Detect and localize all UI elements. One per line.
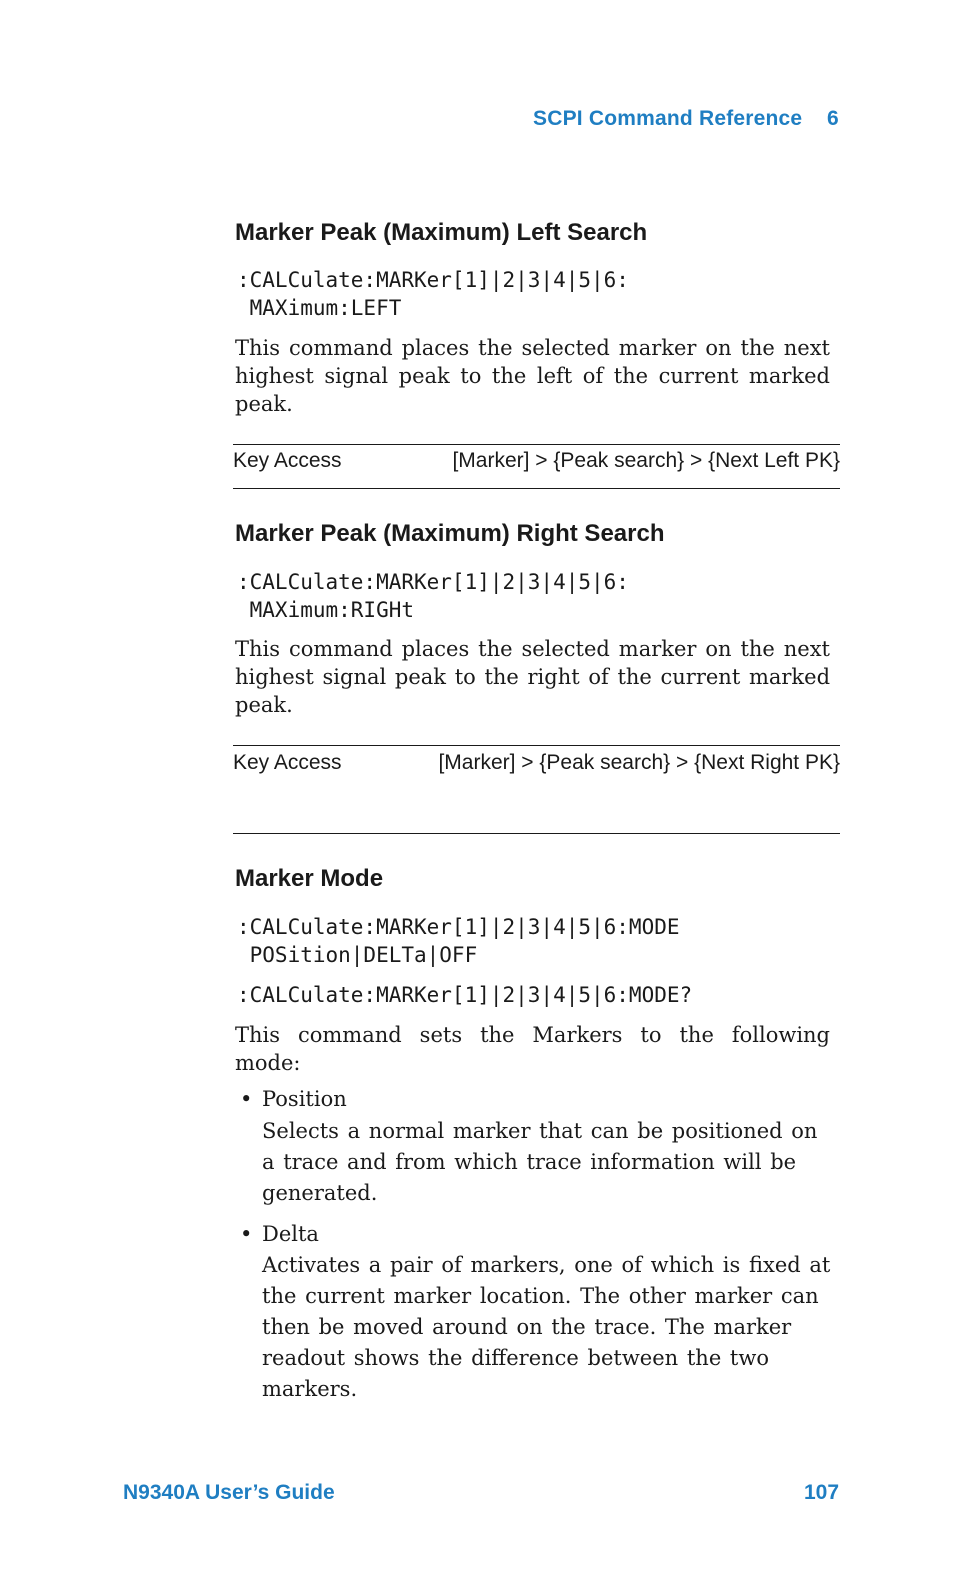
- section-title-left-search: Marker Peak (Maximum) Left Search: [235, 219, 648, 246]
- running-header-section: SCPI Command Reference: [533, 107, 803, 130]
- code-line: :CALCulate:MARKer[1]|2|3|4|5|6:: [237, 570, 629, 594]
- code-line: :CALCulate:MARKer[1]|2|3|4|5|6:MODE: [237, 915, 680, 939]
- key-access-value: [Marker] > {Peak search} > {Next Left PK}: [452, 449, 840, 472]
- section-divider: [233, 833, 840, 834]
- code-line-query: :CALCulate:MARKer[1]|2|3|4|5|6:MODE?: [237, 983, 693, 1007]
- bullet-text-delta: Activates a pair of markers, one of which is fixed at the current marker location. The other marker can then be moved around on the trace. The marker readout shows the difference between the two markers.: [262, 1253, 831, 1401]
- key-access-row: [233, 751, 840, 775]
- section-description: This command places the selected marker on the next highest signal peak to the left of the current marked peak.: [235, 336, 830, 416]
- bullet-dot: •: [240, 1087, 253, 1111]
- bullet-title-position: Position: [262, 1087, 347, 1111]
- code-line: :CALCulate:MARKer[1]|2|3|4|5|6:: [237, 268, 629, 292]
- bullet-title-delta: Delta: [262, 1222, 319, 1246]
- running-header-chapter: 6: [827, 107, 839, 130]
- table-rule-bottom: [233, 488, 840, 489]
- table-rule-top: [233, 745, 840, 746]
- footer-page-number: 107: [804, 1481, 840, 1504]
- code-line: MAXimum:RIGHt: [237, 598, 415, 622]
- key-access-label: Key Access: [233, 751, 342, 774]
- code-line: POSition|DELTa|OFF: [237, 943, 478, 967]
- key-access-label: Key Access: [233, 449, 342, 472]
- bullet-dot: •: [240, 1222, 253, 1246]
- bullet-text-position: Selects a normal marker that can be positioned on a trace and from which trace information will be generated.: [262, 1119, 818, 1205]
- section-title-right-search: Marker Peak (Maximum) Right Search: [235, 520, 665, 547]
- section-description: This command sets the Markers to the following mode:: [235, 1023, 830, 1075]
- section-description: This command places the selected marker on the next highest signal peak to the right of the current marked peak.: [235, 637, 831, 717]
- footer-guide-title: N9340A User’s Guide: [123, 1481, 335, 1504]
- key-access-row: [233, 449, 840, 473]
- section-title-marker-mode: Marker Mode: [235, 865, 384, 892]
- key-access-value: [Marker] > {Peak search} > {Next Right PK}: [438, 751, 840, 774]
- table-rule-top: [233, 444, 840, 445]
- code-line: MAXimum:LEFT: [237, 296, 402, 320]
